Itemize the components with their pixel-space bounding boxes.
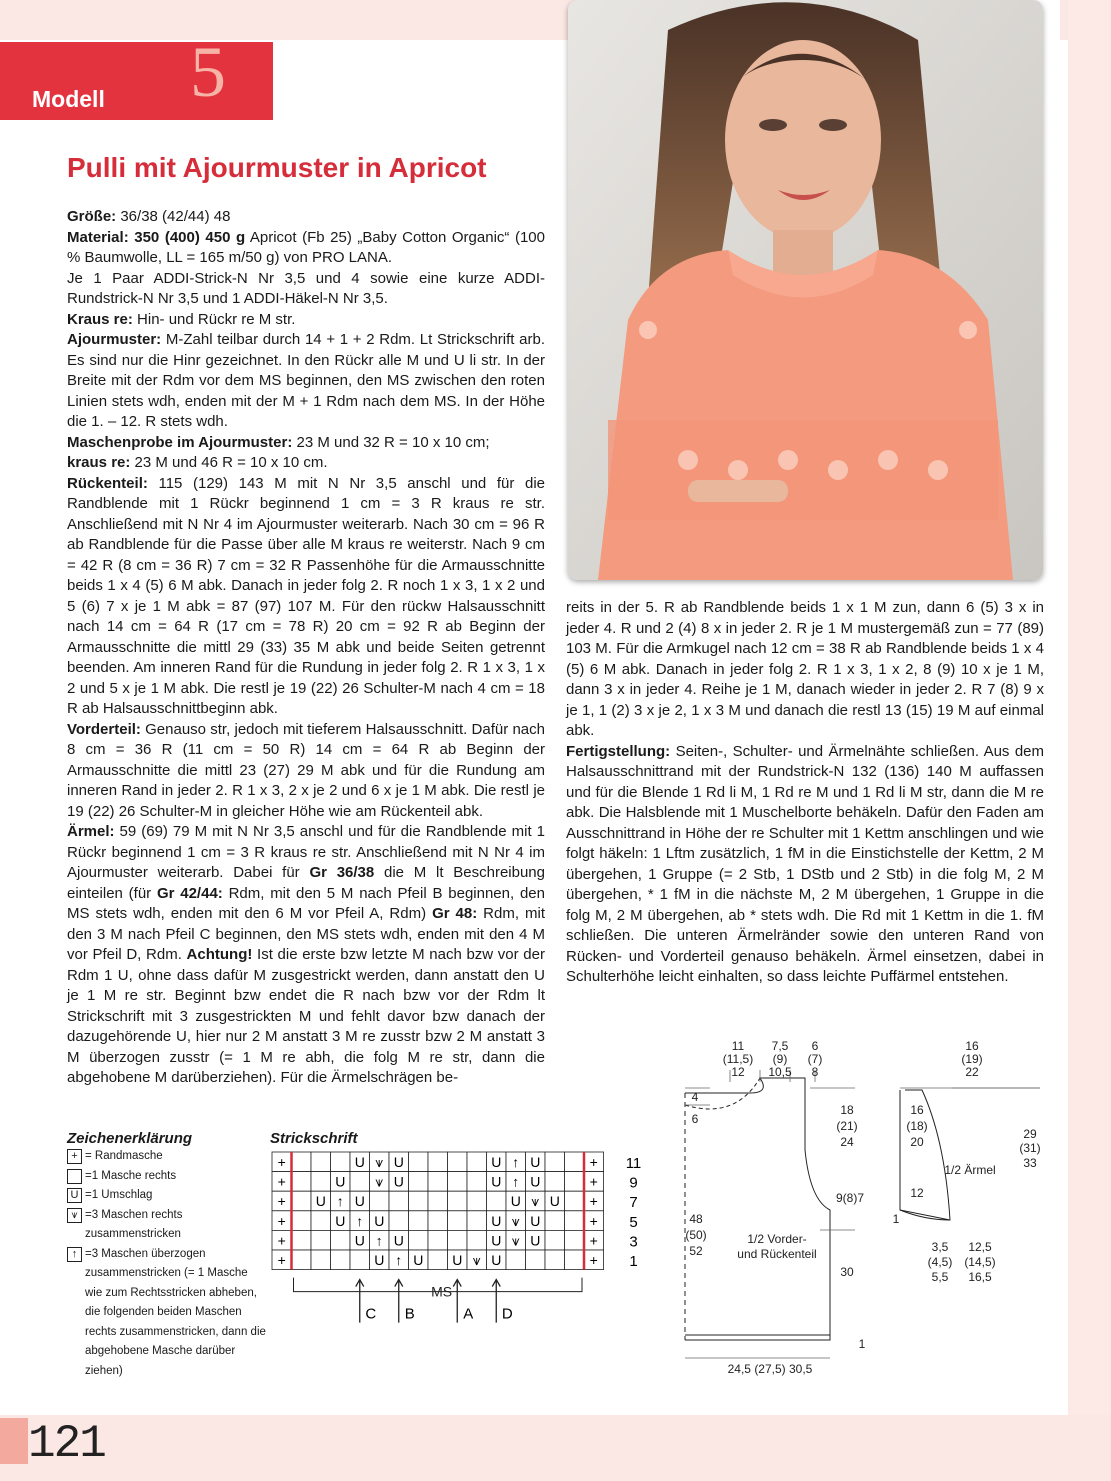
body-mid-width-2: (9) bbox=[772, 1052, 788, 1066]
legend bbox=[67, 1130, 267, 1381]
pattern-arrow bbox=[453, 1280, 461, 1323]
pattern-arrow bbox=[395, 1280, 403, 1323]
instructions-left-column bbox=[67, 207, 545, 1089]
legend-row bbox=[67, 1147, 267, 1167]
chart-cell bbox=[448, 1172, 468, 1192]
armhole-height-3: 24 bbox=[840, 1135, 854, 1149]
chart-symbol: ⩛ bbox=[375, 1173, 384, 1190]
legend-row bbox=[67, 1245, 267, 1382]
ruecken-text: 115 (129) 143 M mit N Nr 3,5 anschl und für die Randblende mit 1 Rückr beginnend 1 cm = 3 R kraus re str. Anschließend mit N Nr 4 im Ajourmuster weiterarb. Nach 30 cm = 96 R ab Randblende für die Passe über alle M kraus re weiterstr. Nach 9 cm = 42 R (8 cm = 36 R) 7 cm = 32 R Passenhöhe für die Armausschnitte beids 1 x 4 (5) 6 M abk. Danach in jeder folg 2. R noch 1 x 3, 1 x 2 und 5 (6) 7 x je 1 M abk = 87 (97) 107 M. Für den rückw Halsausschnitt nach 14 cm = 64 R (17 cm = 78 R) 20 cm = 92 R ab Beginn der Armausschnitte die mittl 29 (33) 35 M abk und beide Seiten getrennt beenden. Am inneren Rand für die Rundung in jeder folg 2. R 1 x 3, 1 x 2 und 5 x je 1 M abk. Die restl je 19 (22) 26 Schulter-M nach 4 cm = 18 R ab Halsausschnittbeginn abk. bbox=[67, 474, 545, 717]
chart-symbol: U bbox=[374, 1212, 385, 1229]
groesse-label: Größe: bbox=[67, 208, 117, 225]
chart-cell bbox=[428, 1250, 448, 1270]
sleeve-bottom-right-1: 12,5 bbox=[968, 1240, 992, 1254]
sleeve-bottom-left-3: 5,5 bbox=[931, 1270, 949, 1284]
chart-cell bbox=[409, 1230, 429, 1250]
gr3: Gr 48: bbox=[432, 905, 478, 922]
woman-in-apricot-sweater-photo bbox=[568, 0, 1043, 580]
side-height-2: (50) bbox=[685, 1228, 707, 1242]
shoulder-drop: 4 bbox=[691, 1090, 699, 1104]
chart-row-number: 1 bbox=[629, 1253, 638, 1270]
neck-depth: 6 bbox=[691, 1112, 699, 1126]
chart-cell bbox=[428, 1230, 448, 1250]
chart-symbol: ⩛ bbox=[472, 1252, 481, 1268]
fertig-label: Fertigstellung: bbox=[566, 742, 671, 760]
body-label-2: und Rückenteil bbox=[737, 1247, 817, 1261]
side-height-3: 52 bbox=[689, 1244, 703, 1258]
chart-symbol: U bbox=[530, 1173, 541, 1190]
chart-symbol: ↑ bbox=[356, 1212, 364, 1229]
chart-symbol: U bbox=[393, 1154, 404, 1170]
chart-cell bbox=[448, 1230, 468, 1250]
ajour-label: Ajourmuster: bbox=[67, 331, 162, 348]
chart-symbol: U bbox=[510, 1193, 521, 1210]
knitting-chart bbox=[270, 1150, 650, 1330]
arrow-label: C bbox=[365, 1305, 377, 1323]
chart-cell bbox=[292, 1191, 312, 1211]
chart-symbol: + bbox=[277, 1212, 286, 1229]
material-text: Apricot (Fb 25) „Baby Cotton Organic“ (100 % Baumwolle, LL = 165 m/50 g) von PRO LANA. bbox=[67, 228, 545, 266]
model-photo bbox=[568, 0, 1043, 580]
chart-symbol: U bbox=[452, 1252, 463, 1268]
chart-cell bbox=[331, 1230, 351, 1250]
chart-cell bbox=[370, 1191, 390, 1211]
page-number-bar bbox=[0, 1418, 28, 1464]
chart-symbol: + bbox=[589, 1232, 598, 1249]
legend-label: =1 Masche rechts bbox=[85, 1169, 177, 1182]
chart-symbol: + bbox=[277, 1232, 286, 1249]
chart-cell bbox=[292, 1211, 312, 1231]
chart-cell bbox=[448, 1152, 468, 1172]
body-top-width-2: (11,5) bbox=[722, 1052, 754, 1066]
vorder-label: Vorderteil: bbox=[67, 720, 141, 738]
armhole-step: 9(8)7 bbox=[835, 1191, 865, 1205]
chart-cell bbox=[545, 1250, 565, 1270]
chart-cell bbox=[448, 1211, 468, 1231]
chart-symbol: U bbox=[491, 1232, 502, 1249]
chart-cell bbox=[311, 1172, 331, 1192]
chart-cell bbox=[545, 1230, 565, 1250]
chart-cell bbox=[565, 1152, 585, 1172]
chart-symbol: U bbox=[354, 1154, 365, 1170]
chart-cell bbox=[428, 1191, 448, 1211]
chart-symbol: U bbox=[374, 1252, 385, 1268]
lower-height: 30 bbox=[840, 1265, 854, 1279]
chart-cell bbox=[467, 1230, 487, 1250]
chart-symbol: U bbox=[393, 1232, 404, 1249]
chart-cell bbox=[389, 1191, 409, 1211]
chart-symbol: U bbox=[335, 1212, 346, 1229]
chart-symbol: U bbox=[549, 1193, 560, 1210]
body-label-1: 1/2 Vorder- bbox=[747, 1232, 807, 1246]
chart-cell bbox=[292, 1172, 312, 1192]
aermel-text-e: Ist die erste bzw letzte M nach bzw vor der Rdm 1 U, ohne dass dafür M zusgestrickt werden, dann anstatt den U je 1 M re str. Beginnt bzw endet die R nach bzw vor der Rdm lt Strickschrift mit 3 zusgestrickten M und fehlt davor bzw danach der dazugehörende U, hier nur 2 M anstatt 3 M re zusstr bzw 2 M anstatt 3 M überzogen zusstr (= 1 M re abh, die folg M re str, dann die abgehobene M darüberziehen). Für die Ärmelschrägen be- bbox=[67, 946, 545, 1086]
legend-symbol: U bbox=[67, 1188, 82, 1203]
chart-cell bbox=[565, 1172, 585, 1192]
body-right-width-1: 6 bbox=[811, 1039, 819, 1053]
sleeve-bottom-right-2: (14,5) bbox=[964, 1255, 996, 1269]
chart-cell bbox=[545, 1152, 565, 1172]
chart-cell bbox=[409, 1152, 429, 1172]
chart-symbol: ↑ bbox=[512, 1173, 520, 1190]
chart-symbol: U bbox=[530, 1232, 541, 1249]
chart-symbol: + bbox=[589, 1193, 598, 1210]
chart-symbol: ↑ bbox=[512, 1154, 520, 1170]
legend-title: Zeichenerklärung bbox=[67, 1130, 193, 1147]
armhole-height-2: (21) bbox=[836, 1119, 858, 1133]
pattern-arrow bbox=[356, 1280, 364, 1323]
chart-symbol: + bbox=[589, 1252, 598, 1268]
gr2: Gr 42/44: bbox=[156, 884, 223, 902]
legend-label: = Randmasche bbox=[85, 1150, 163, 1162]
chart-cell bbox=[350, 1172, 370, 1192]
aermel-label: Ärmel: bbox=[67, 823, 115, 840]
legend-row bbox=[67, 1167, 267, 1187]
arrow-label: B bbox=[404, 1305, 415, 1323]
bottom-width: 24,5 (27,5) 30,5 bbox=[727, 1362, 813, 1376]
sleeve-length-2: (31) bbox=[1019, 1141, 1041, 1155]
chart-row-number: 7 bbox=[629, 1194, 638, 1212]
body-mid-width-1: 7,5 bbox=[771, 1039, 789, 1053]
chart-symbol: U bbox=[491, 1154, 502, 1170]
needles-text: Je 1 Paar ADDI-Strick-N Nr 3,5 und 4 sowie eine kurze ADDI-Rundstrick-N Nr 3,5 und 1 ADDI-Häkel-N Nr 3,5. bbox=[67, 269, 545, 307]
chart-row-number: 3 bbox=[629, 1233, 638, 1251]
chart-cell bbox=[526, 1250, 546, 1270]
chart-cell bbox=[565, 1230, 585, 1250]
pattern-arrow bbox=[492, 1280, 500, 1323]
chart-symbol: U bbox=[315, 1193, 326, 1210]
sleeve-edge-mark: 1 bbox=[892, 1212, 900, 1226]
chart-cell bbox=[292, 1250, 312, 1270]
chart-symbol: U bbox=[335, 1173, 346, 1190]
chart-title: Strickschrift bbox=[270, 1130, 358, 1147]
sleeve-top-width-1: 16 bbox=[965, 1039, 979, 1053]
chart-cell bbox=[311, 1250, 331, 1270]
chart-cell bbox=[428, 1211, 448, 1231]
groesse-text: 36/38 (42/44) 48 bbox=[116, 208, 231, 225]
body-top-width-3: 12 bbox=[731, 1065, 745, 1079]
chart-cell bbox=[409, 1191, 429, 1211]
chart-cell bbox=[331, 1250, 351, 1270]
chart-symbol: U bbox=[354, 1232, 365, 1249]
sleeve-lower: 12 bbox=[910, 1186, 924, 1200]
sleeve-length-3: 33 bbox=[1023, 1156, 1037, 1170]
chart-cell bbox=[545, 1211, 565, 1231]
chart-symbol: + bbox=[277, 1173, 286, 1190]
sleeve-bottom-left-1: 3,5 bbox=[931, 1240, 949, 1254]
chart-cell bbox=[292, 1152, 312, 1172]
chart-symbol: U bbox=[491, 1252, 502, 1268]
model-label: Modell bbox=[32, 86, 105, 112]
chart-symbol: + bbox=[277, 1252, 286, 1268]
arrow-label: A bbox=[463, 1305, 474, 1323]
chart-cell bbox=[292, 1230, 312, 1250]
chart-cell bbox=[448, 1191, 468, 1211]
legend-label: =3 Maschen rechts zusammenstricken bbox=[85, 1208, 183, 1240]
chart-cell bbox=[350, 1250, 370, 1270]
chart-cell bbox=[428, 1172, 448, 1192]
chart-symbol: U bbox=[413, 1252, 424, 1268]
chart-symbol: ⩛ bbox=[531, 1193, 540, 1210]
probe2-label: kraus re: bbox=[67, 454, 131, 471]
sleeve-cap-height-1: 16 bbox=[910, 1103, 924, 1117]
chart-symbol: U bbox=[393, 1173, 404, 1190]
legend-symbol: + bbox=[67, 1149, 82, 1164]
chart-symbol: ⩛ bbox=[511, 1212, 520, 1229]
sleeve-cap-height-3: 20 bbox=[910, 1135, 924, 1149]
chart-symbol: U bbox=[354, 1193, 365, 1210]
probe-label: Maschenprobe im Ajourmuster: bbox=[67, 433, 293, 451]
chart-cell bbox=[545, 1172, 565, 1192]
legend-items bbox=[67, 1147, 267, 1381]
chart-cell bbox=[467, 1172, 487, 1192]
chart-symbol: ⩛ bbox=[511, 1232, 520, 1249]
chart-symbol: ↑ bbox=[375, 1232, 383, 1249]
achtung: Achtung! bbox=[186, 946, 253, 963]
sleeve-cap-height-2: (18) bbox=[906, 1119, 928, 1133]
body-top-width-1: 11 bbox=[731, 1039, 745, 1053]
fertig-text: Seiten-, Schulter- und Ärmelnähte schließen. Aus dem Halsausschnittrand mit der Rundstrick-N 132 (136) 140 M auffassen und für die Blende 1 Rd li M, 1 Rd re M und 1 Rd li M str, dann die M re abk. Die Halsblende mit 1 Muschelborte behäkeln. Dafür den Faden am Ausschnittrand in Höhe der re Schulter mit 1 Kettm anschlingen und wie folgt häkeln: 1 Lftm zusätzlich, 1 fM in die Einstichstelle der Kettm, 2 M übergehen, 1 Gruppe (= 2 Stb, 1 DStb und 2 Stb) in die folg M, 2 M übergehen, * 1 fM in die nächste M, 2 M übergehen, 1 Gruppe in die folg M, 2 M übergehen, ab * stets wdh. Die Rd mit 1 Kettm in die 1. fM schließen. Die unteren Ärmelränder sowie den unteren Rand von Rücken- und Vorderteil genauso behäkeln. Ärmel einsetzen, dabei in Schulterhöhe leicht einhalten, so dass leichte Puffärmel entstehen. bbox=[566, 742, 1044, 985]
chart-cell bbox=[467, 1191, 487, 1211]
ruecken-label: Rückenteil: bbox=[67, 474, 148, 492]
chart-symbol: + bbox=[277, 1193, 286, 1210]
instructions-right-column bbox=[566, 598, 1044, 988]
legend-symbol bbox=[67, 1169, 82, 1184]
body-mid-width-3: 10,5 bbox=[768, 1065, 792, 1079]
chart-symbol: ↑ bbox=[336, 1193, 344, 1210]
model-number: 5 bbox=[190, 32, 226, 112]
legend-label: =1 Umschlag bbox=[85, 1189, 153, 1201]
legend-row bbox=[67, 1206, 267, 1245]
chart-symbol: U bbox=[491, 1212, 502, 1229]
body-right-width-2: (7) bbox=[807, 1052, 823, 1066]
chart-row-number: 5 bbox=[629, 1213, 638, 1231]
chart-cell bbox=[311, 1230, 331, 1250]
chart-cell bbox=[409, 1211, 429, 1231]
ms-label: MS bbox=[431, 1283, 453, 1300]
chart-cell bbox=[506, 1250, 526, 1270]
material-label: Material: 350 (400) 450 g bbox=[67, 228, 246, 246]
arrow-label: D bbox=[501, 1305, 513, 1323]
chart-cell bbox=[487, 1191, 507, 1211]
kraus-text: Hin- und Rückr re M str. bbox=[132, 310, 296, 328]
chart-row-number: 11 bbox=[625, 1155, 642, 1172]
bottom-band bbox=[0, 1415, 1111, 1481]
aermel-text-c: Rdm, mit den 5 M nach Pfeil B beginnen, den MS stets wdh, enden mit den 6 M vor Pfeil A, Rdm) bbox=[67, 884, 545, 922]
sleeve-top-width-3: 22 bbox=[965, 1065, 979, 1079]
side-height-1: 48 bbox=[689, 1212, 703, 1226]
chart-symbol: + bbox=[277, 1154, 286, 1170]
chart-symbol: + bbox=[589, 1173, 598, 1190]
aermel-continued: reits in der 5. R ab Randblende beids 1 x 1 M zun, dann 6 (5) 3 x in jeder 4. R und 2 (4) 8 x in jeder 2. R je 1 M mustergemäß zun = 77 (89) 103 M. Für die Armkugel nach 12 cm = 38 R ab Randblende beids 1 x 4 (5) 6 M abk. Danach in jeder folg 2. R 1 x 3, 1 x 2, 8 (9) 10 x je 1 M, dann 3 x in jeder 4. Reihe je 1 M, danach wieder in jeder 2. R 7 (8) 9 x je 1, 1 (2) 3 x je 2, 1 x 3 M und danach die restl 13 (15) 19 M auf einmal abk. bbox=[566, 599, 1044, 739]
chart-symbol: U bbox=[530, 1154, 541, 1170]
edge-mark: 1 bbox=[858, 1337, 866, 1351]
sleeve-label: 1/2 Ärmel bbox=[944, 1163, 996, 1177]
page-title: Pulli mit Ajourmuster in Apricot bbox=[67, 152, 487, 183]
sleeve-bottom-right-3: 16,5 bbox=[968, 1270, 992, 1284]
chart-cell bbox=[428, 1152, 448, 1172]
aermel-text-a: 59 (69) 79 M mit N Nr 3,5 anschl und für die Randblende mit 1 Rückr beginnend 1 cm = 3 R kraus re str. Anschließend mit N Nr 4 im Ajourmuster weiterarb. Dabei für bbox=[67, 823, 545, 881]
chart-cell bbox=[311, 1211, 331, 1231]
chart-cell bbox=[565, 1250, 585, 1270]
chart-row-number: 9 bbox=[629, 1174, 638, 1192]
chart-cell bbox=[467, 1152, 487, 1172]
chart-cell bbox=[409, 1172, 429, 1192]
legend-label: =3 Maschen überzogen zusammenstricken (= 1 Masche wie zum Rechtsstricken abheben, die folgenden beiden Maschen rechts zusammenstricken, dann die abgehobene Masche darüber ziehen) bbox=[85, 1247, 266, 1377]
chart-symbol: U bbox=[491, 1173, 502, 1190]
vorder-text: Genauso str, jedoch mit tieferem Halsausschnitt. Dafür nach 8 cm = 36 R (11 cm = 50 R) 14 cm = 64 R ab Beginn der Armausschnitte die mittl 23 (27) 29 M abk und für die Rundung am inneren Rand in jeder 2. R 1 x 3, 2 x je 2 und 6 x je 1 M abk. Die restl je 19 (22) 26 Schulter-M in gleicher Höhe wie am Rückenteil abk. bbox=[67, 720, 545, 820]
ajour-text: M-Zahl teilbar durch 14 + 1 + 2 Rdm. Lt Strickschrift arb. Es sind nur die Hinr gezeichnet. In den Rückr alle M und U li str. In der Breite mit der Rdm vor dem MS beginnen, den MS zwischen den roten Linien stets wdh, enden mit der M + 1 Rdm nach dem MS. In der Höhe die 1. – 12. R stets wdh. bbox=[67, 331, 545, 430]
gr1: Gr 36/38 bbox=[309, 864, 375, 881]
chart-cell bbox=[565, 1191, 585, 1211]
sleeve-length-1: 29 bbox=[1023, 1127, 1037, 1141]
legend-symbol: ⩛ bbox=[67, 1208, 82, 1223]
page-number: 121 bbox=[28, 1418, 105, 1470]
chart-cell bbox=[331, 1152, 351, 1172]
sleeve-bottom-left-2: (4,5) bbox=[927, 1255, 953, 1269]
probe-text: 23 M und 32 R = 10 x 10 cm; bbox=[292, 433, 490, 451]
sleeve-top-width-2: (19) bbox=[961, 1052, 983, 1066]
legend-row bbox=[67, 1186, 267, 1206]
chart-cell bbox=[389, 1211, 409, 1231]
armhole-height-1: 18 bbox=[840, 1103, 854, 1117]
aermel-text-b: die M lt Beschreibung einteilen (für bbox=[67, 864, 545, 902]
chart-symbol: + bbox=[589, 1212, 598, 1229]
chart-symbol: + bbox=[589, 1154, 598, 1170]
chart-symbol: ⩛ bbox=[375, 1154, 384, 1170]
kraus-label: Kraus re: bbox=[67, 310, 133, 328]
chart-symbol: U bbox=[530, 1212, 541, 1229]
schematic-diagram bbox=[660, 1030, 1080, 1390]
chart-cell bbox=[467, 1211, 487, 1231]
chart-cell bbox=[311, 1152, 331, 1172]
body-right-width-3: 8 bbox=[811, 1065, 819, 1079]
chart-symbol: ↑ bbox=[395, 1252, 403, 1268]
legend-symbol: ↑ bbox=[67, 1247, 82, 1262]
aermel-text-d: Rdm, mit den 3 M nach Pfeil C beginnen, den MS stets wdh, enden mit den 4 M vor Pfeil D, Rdm. bbox=[67, 905, 545, 963]
probe2-text: 23 M und 46 R = 10 x 10 cm. bbox=[130, 454, 328, 471]
chart-cell bbox=[565, 1211, 585, 1231]
